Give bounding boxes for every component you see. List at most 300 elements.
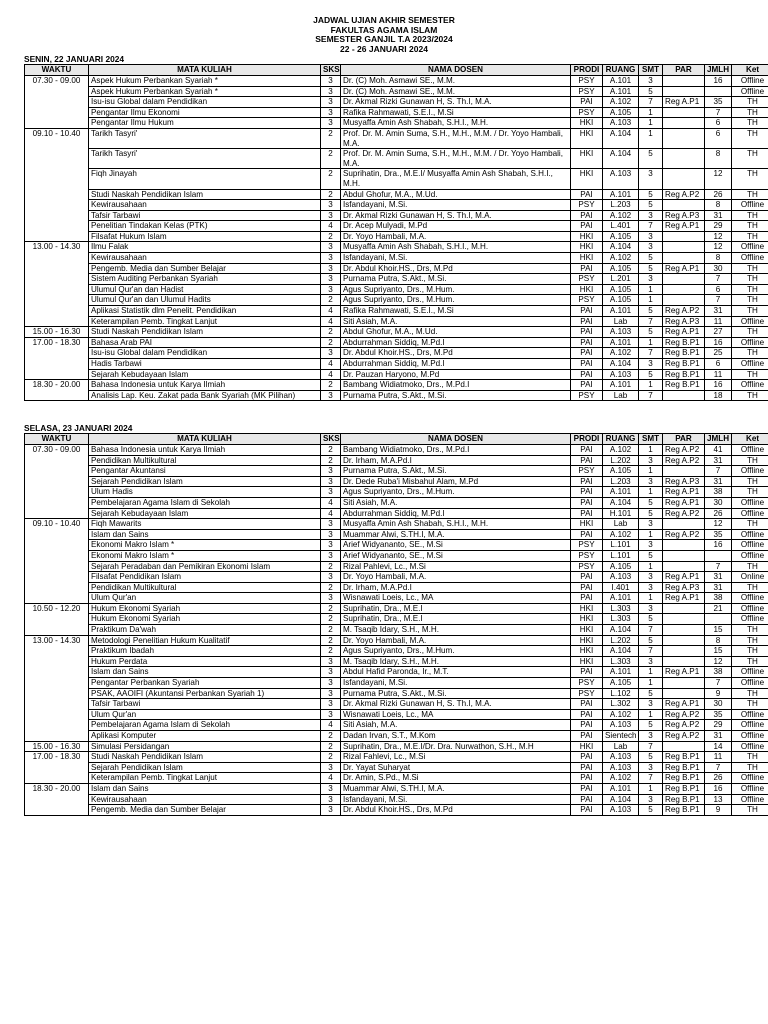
cell-ket: Offline [732,794,768,805]
cell-nama-dosen: Prof. Dr. M. Amin Suma, S.H., M.H., M.M. / Dr. Yoyo Hambali, M.A. [341,128,571,148]
time-slot: 17.00 - 18.30 [25,337,89,379]
cell-smt: 5 [639,497,663,508]
cell-jmlh: 38 [705,487,732,498]
cell-ket: TH [732,169,768,189]
cell-jmlh: 11 [705,316,732,327]
cell-mata-kuliah: Ulumul Qur'an dan Ulumul Hadits [89,295,321,306]
cell-sks: 2 [321,444,341,455]
cell-jmlh: 9 [705,805,732,816]
cell-mata-kuliah: Sejarah Kebudayaan Islam [89,508,321,519]
table-row [25,189,768,200]
table-row [25,625,768,636]
cell-prodi: PSY [571,200,603,211]
cell-ket: TH [732,369,768,380]
cell-prodi: PAI [571,593,603,604]
table-row [25,646,768,657]
cell-par [663,688,705,699]
cell-sks: 2 [321,731,341,742]
cell-jmlh [705,86,732,97]
cell-ruang: A.105 [603,231,639,242]
cell-ket: TH [732,149,768,169]
cell-sks: 4 [321,508,341,519]
table-row [25,487,768,498]
cell-sks: 3 [321,794,341,805]
cell-jmlh: 12 [705,656,732,667]
cell-par: Reg A.P1 [663,487,705,498]
cell-par: Reg A.P1 [663,667,705,678]
cell-nama-dosen: Bambang Widiatmoko, Drs., M.Pd.I [341,380,571,391]
cell-prodi: PAI [571,529,603,540]
cell-jmlh: 29 [705,221,732,232]
cell-ruang: A.104 [603,497,639,508]
cell-nama-dosen: Dr. Amin, S.Pd., M.Si [341,773,571,784]
table-row [25,337,768,348]
table-row [25,348,768,359]
cell-mata-kuliah: Pengantar Ilmu Ekonomi [89,107,321,118]
cell-par: Reg A.P2 [663,731,705,742]
cell-ruang: Lab [603,519,639,530]
cell-prodi: PSY [571,390,603,401]
cell-jmlh: 12 [705,242,732,253]
cell-smt: 5 [639,508,663,519]
cell-jmlh: 9 [705,688,732,699]
cell-sks: 2 [321,149,341,169]
cell-nama-dosen: Suprihatin, Dra., M.E.I [341,603,571,614]
cell-ket: TH [732,582,768,593]
cell-jmlh: 7 [705,678,732,689]
cell-jmlh: 7 [705,762,732,773]
table-row [25,231,768,242]
cell-sks: 4 [321,720,341,731]
cell-par [663,107,705,118]
cell-sks: 4 [321,306,341,317]
table-header-row [25,434,768,445]
cell-ket: TH [732,118,768,129]
cell-nama-dosen: Purnama Putra, S.Akt., M.Si. [341,274,571,285]
cell-mata-kuliah: Islam dan Sains [89,783,321,794]
cell-sks: 2 [321,337,341,348]
cell-smt: 3 [639,455,663,466]
cell-ruang: Lab [603,390,639,401]
cell-ruang: A.101 [603,783,639,794]
cell-sks: 3 [321,466,341,477]
cell-ruang: A.101 [603,593,639,604]
cell-smt: 7 [639,390,663,401]
cell-smt: 5 [639,720,663,731]
cell-prodi: PAI [571,731,603,742]
cell-mata-kuliah: Kewirausahaan [89,200,321,211]
cell-prodi: PAI [571,221,603,232]
table-row [25,805,768,816]
cell-sks: 2 [321,169,341,189]
cell-sks: 2 [321,231,341,242]
cell-nama-dosen: Dr. Irham, M.A.Pd.I [341,582,571,593]
cell-smt: 5 [639,149,663,169]
cell-sks: 3 [321,348,341,359]
table-row [25,221,768,232]
table-row [25,444,768,455]
cell-sks: 3 [321,476,341,487]
cell-sks: 2 [321,561,341,572]
time-slot: 13.00 - 14.30 [25,242,89,327]
cell-smt: 1 [639,380,663,391]
cell-sks: 4 [321,369,341,380]
cell-jmlh: 35 [705,529,732,540]
cell-jmlh: 11 [705,752,732,763]
cell-sks: 3 [321,284,341,295]
cell-ket: Offline [732,614,768,625]
cell-jmlh: 38 [705,593,732,604]
cell-mata-kuliah: Bahasa Indonesia untuk Karya Ilmiah [89,444,321,455]
cell-sks: 3 [321,519,341,530]
table-row [25,783,768,794]
cell-ket: Offline [732,667,768,678]
cell-prodi: HKI [571,741,603,752]
cell-mata-kuliah: Ulum Hadis [89,487,321,498]
cell-ket: Offline [732,550,768,561]
cell-mata-kuliah: Sejarah Kebudayaan Islam [89,369,321,380]
column-header-jmlh: JMLH [705,65,732,76]
cell-smt: 5 [639,306,663,317]
cell-smt: 5 [639,550,663,561]
table-row [25,699,768,710]
table-header-row [25,65,768,76]
cell-mata-kuliah: Sejarah Pendidikan Islam [89,476,321,487]
time-slot: 13.00 - 14.30 [25,635,89,741]
cell-par: Reg B.P1 [663,805,705,816]
cell-nama-dosen: Dr. (C) Moh. Asmawi SE., M.M. [341,86,571,97]
cell-jmlh: 27 [705,327,732,338]
cell-ket: Offline [732,444,768,455]
cell-nama-dosen: Purnama Putra, S.Akt., M.Si. [341,688,571,699]
cell-ket: TH [732,561,768,572]
cell-nama-dosen: Dr. Akmal Rizki Gunawan H, S. Th.I, M.A. [341,699,571,710]
cell-prodi: PAI [571,720,603,731]
cell-prodi: PAI [571,189,603,200]
cell-jmlh: 31 [705,210,732,221]
table-row [25,466,768,477]
cell-ket: TH [732,752,768,763]
cell-par: Reg A.P2 [663,306,705,317]
cell-ruang: A.103 [603,752,639,763]
cell-ruang: A.103 [603,369,639,380]
table-row [25,540,768,551]
cell-nama-dosen: Dr. Abdul Khoir.HS., Drs, M.Pd [341,348,571,359]
cell-jmlh: 6 [705,359,732,370]
cell-nama-dosen: Suprihatin, Dra., M.E.I/ Musyaffa Amin Ash Shabah, S.H.I., M.H. [341,169,571,189]
cell-smt: 3 [639,242,663,253]
cell-jmlh: 16 [705,380,732,391]
cell-prodi: PAI [571,773,603,784]
cell-ruang: A.105 [603,263,639,274]
cell-ruang: A.102 [603,348,639,359]
cell-nama-dosen: Wisnawati Loeis, Lc., MA [341,709,571,720]
cell-ket: Offline [732,242,768,253]
cell-smt: 5 [639,688,663,699]
cell-prodi: HKI [571,231,603,242]
table-row [25,75,768,86]
cell-ruang: A.105 [603,678,639,689]
cell-par: Reg A.P1 [663,497,705,508]
cell-sks: 3 [321,709,341,720]
cell-mata-kuliah: Pengemb. Media dan Sumber Belajar [89,263,321,274]
cell-mata-kuliah: Hukum Perdata [89,656,321,667]
cell-ruang: L.302 [603,699,639,710]
table-row [25,169,768,189]
cell-prodi: PSY [571,540,603,551]
cell-nama-dosen: Purnama Putra, S.Akt., M.Si. [341,390,571,401]
cell-jmlh: 15 [705,646,732,657]
cell-nama-dosen: Wisnawati Loeis, Lc., MA [341,593,571,604]
cell-prodi: PAI [571,762,603,773]
cell-jmlh: 26 [705,773,732,784]
cell-smt: 5 [639,86,663,97]
cell-ket: Offline [732,380,768,391]
cell-mata-kuliah: Ulum Qur'an [89,709,321,720]
cell-ruang: A.105 [603,295,639,306]
cell-nama-dosen: Isfandayani, M.Si. [341,794,571,805]
column-header-mata-kuliah: MATA KULIAH [89,434,321,445]
cell-jmlh: 6 [705,118,732,129]
cell-prodi: PAI [571,455,603,466]
cell-smt: 7 [639,773,663,784]
cell-smt: 5 [639,752,663,763]
cell-smt: 1 [639,783,663,794]
cell-mata-kuliah: Aplikasi Komputer [89,731,321,742]
header-title: JADWAL UJIAN AKHIR SEMESTER [313,15,455,25]
cell-smt: 3 [639,519,663,530]
time-slot: 15.00 - 16.30 [25,327,89,338]
cell-par [663,540,705,551]
cell-mata-kuliah: Sistem Auditing Perbankan Syariah [89,274,321,285]
cell-ruang: A.102 [603,529,639,540]
cell-ket: Offline [732,709,768,720]
table-row [25,794,768,805]
section-gap [0,401,768,423]
cell-ket: TH [732,487,768,498]
cell-ket: TH [732,189,768,200]
cell-smt: 5 [639,189,663,200]
cell-mata-kuliah: Pembelajaran Agama Islam di Sekolah [89,497,321,508]
cell-mata-kuliah: Islam dan Sains [89,667,321,678]
table-row [25,741,768,752]
cell-jmlh: 35 [705,709,732,720]
cell-nama-dosen: Purnama Putra, S.Akt., M.Si. [341,466,571,477]
cell-ket: TH [732,805,768,816]
cell-mata-kuliah: Bahasa Indonesia untuk Karya Ilmiah [89,380,321,391]
cell-smt: 1 [639,678,663,689]
cell-ket: TH [732,306,768,317]
cell-ruang: A.105 [603,107,639,118]
cell-smt: 3 [639,762,663,773]
cell-ket: TH [732,128,768,148]
cell-smt: 3 [639,476,663,487]
cell-nama-dosen: Dr. (C) Moh. Asmawi SE., M.M. [341,75,571,86]
cell-nama-dosen: Agus Supriyanto, Drs., M.Hum. [341,295,571,306]
cell-prodi: HKI [571,118,603,129]
cell-sks: 4 [321,773,341,784]
cell-nama-dosen: Dr. Yoyo Hambali, M.A. [341,231,571,242]
cell-sks: 2 [321,625,341,636]
cell-smt: 7 [639,316,663,327]
cell-smt: 5 [639,635,663,646]
cell-par: Reg A.P2 [663,189,705,200]
cell-mata-kuliah: Fiqh Mawarits [89,519,321,530]
cell-par [663,118,705,129]
cell-ruang: A.104 [603,646,639,657]
cell-par [663,466,705,477]
cell-ruang: A.102 [603,444,639,455]
cell-par: Reg B.P1 [663,762,705,773]
cell-prodi: PSY [571,295,603,306]
table-row [25,455,768,466]
cell-nama-dosen: Suprihatin, Dra., M.E.I/Dr. Dra. Nurwathon, S.H., M.H [341,741,571,752]
table-row [25,614,768,625]
table-row [25,773,768,784]
cell-prodi: HKI [571,242,603,253]
cell-smt: 3 [639,210,663,221]
table-row [25,656,768,667]
cell-prodi: HKI [571,646,603,657]
table-row [25,295,768,306]
cell-prodi: PSY [571,107,603,118]
cell-ket: TH [732,107,768,118]
cell-ruang: A.103 [603,762,639,773]
table-row [25,762,768,773]
cell-sks: 3 [321,75,341,86]
cell-jmlh: 16 [705,540,732,551]
cell-ruang: L.202 [603,455,639,466]
cell-prodi: PAI [571,508,603,519]
cell-ruang: L.101 [603,550,639,561]
cell-ruang: L.102 [603,688,639,699]
cell-sks: 2 [321,295,341,306]
cell-jmlh: 8 [705,200,732,211]
cell-mata-kuliah: Pengantar Perbankan Syariah [89,678,321,689]
cell-smt: 5 [639,369,663,380]
cell-smt: 1 [639,466,663,477]
column-header-sks: SKS [321,65,341,76]
cell-nama-dosen: Dr. Akmal Rizki Gunawan H, S. Th.I, M.A. [341,97,571,108]
cell-prodi: PAI [571,97,603,108]
column-header-ket: Ket [732,434,768,445]
cell-par [663,519,705,530]
cell-par: Reg B.P1 [663,773,705,784]
cell-prodi: HKI [571,614,603,625]
table-row [25,593,768,604]
cell-ruang: A.104 [603,128,639,148]
cell-prodi: PAI [571,794,603,805]
cell-nama-dosen: Agus Supriyanto, Drs., M.Hum. [341,646,571,657]
cell-prodi: PAI [571,444,603,455]
cell-nama-dosen: Arief Widyananto, SE., M.Si [341,540,571,551]
cell-ruang: A.103 [603,720,639,731]
cell-jmlh: 31 [705,582,732,593]
cell-par [663,635,705,646]
cell-par: Reg B.P1 [663,359,705,370]
cell-nama-dosen: Dr. Pauzan Haryono, M.Pd [341,369,571,380]
cell-smt: 7 [639,646,663,657]
column-header-waktu: WAKTU [25,434,89,445]
cell-smt: 1 [639,561,663,572]
cell-par: Reg A.P1 [663,221,705,232]
cell-nama-dosen: M. Tsaqib Idary, S.H., M.H. [341,625,571,636]
cell-sks: 3 [321,572,341,583]
cell-par: Reg A.P3 [663,316,705,327]
column-header-prodi: PRODI [571,434,603,445]
cell-ket: TH [732,688,768,699]
cell-nama-dosen: Abdurrahman Siddiq, M.Pd.I [341,359,571,370]
cell-par [663,390,705,401]
table-row [25,720,768,731]
cell-jmlh: 8 [705,635,732,646]
cell-prodi: PAI [571,337,603,348]
cell-par [663,625,705,636]
cell-mata-kuliah: Filsafat Hukum Islam [89,231,321,242]
cell-nama-dosen: Dr. Dede Ruba'i Misbahul Alam, M.Pd [341,476,571,487]
cell-prodi: PAI [571,369,603,380]
cell-smt: 3 [639,231,663,242]
time-slot: 18.30 - 20.00 [25,783,89,815]
cell-jmlh: 11 [705,369,732,380]
cell-nama-dosen: Siti Asiah, M.A. [341,497,571,508]
cell-ruang: A.102 [603,97,639,108]
cell-par: Reg A.P2 [663,508,705,519]
cell-ket: TH [732,97,768,108]
cell-mata-kuliah: Studi Naskah Pendidikan Islam [89,752,321,763]
table-row [25,369,768,380]
cell-mata-kuliah: Fiqh Jinayah [89,169,321,189]
cell-ket: Offline [732,783,768,794]
cell-nama-dosen: Siti Asiah, M.A. [341,316,571,327]
cell-ruang: L.203 [603,476,639,487]
cell-ruang: L.303 [603,656,639,667]
column-header-ruang: RUANG [603,65,639,76]
cell-nama-dosen: Muammar Alwi, S.TH.I, M.A. [341,783,571,794]
cell-ruang: A.102 [603,253,639,264]
cell-mata-kuliah: Tarikh Tasyri' [89,149,321,169]
cell-jmlh: 30 [705,263,732,274]
cell-prodi: PAI [571,805,603,816]
column-header-par: PAR [663,65,705,76]
cell-smt: 3 [639,794,663,805]
cell-prodi: HKI [571,635,603,646]
cell-jmlh: 12 [705,519,732,530]
cell-smt: 1 [639,107,663,118]
cell-prodi: PAI [571,572,603,583]
cell-mata-kuliah: Ilmu Falak [89,242,321,253]
cell-prodi: PAI [571,316,603,327]
cell-jmlh: 30 [705,699,732,710]
cell-par: Reg B.P1 [663,380,705,391]
cell-jmlh: 7 [705,107,732,118]
table-row [25,582,768,593]
cell-smt: 1 [639,337,663,348]
cell-par: Reg B.P1 [663,752,705,763]
cell-prodi: HKI [571,284,603,295]
cell-nama-dosen: Abdurrahman Siddiq, M.Pd.I [341,337,571,348]
cell-ruang: A.101 [603,667,639,678]
cell-par [663,550,705,561]
cell-jmlh: 41 [705,444,732,455]
cell-prodi: HKI [571,169,603,189]
cell-jmlh: 38 [705,667,732,678]
cell-nama-dosen: Rafika Rahmawati, S.E.I., M.Si [341,306,571,317]
cell-par: Reg A.P1 [663,593,705,604]
cell-ket: TH [732,455,768,466]
cell-prodi: PAI [571,497,603,508]
cell-smt: 3 [639,169,663,189]
